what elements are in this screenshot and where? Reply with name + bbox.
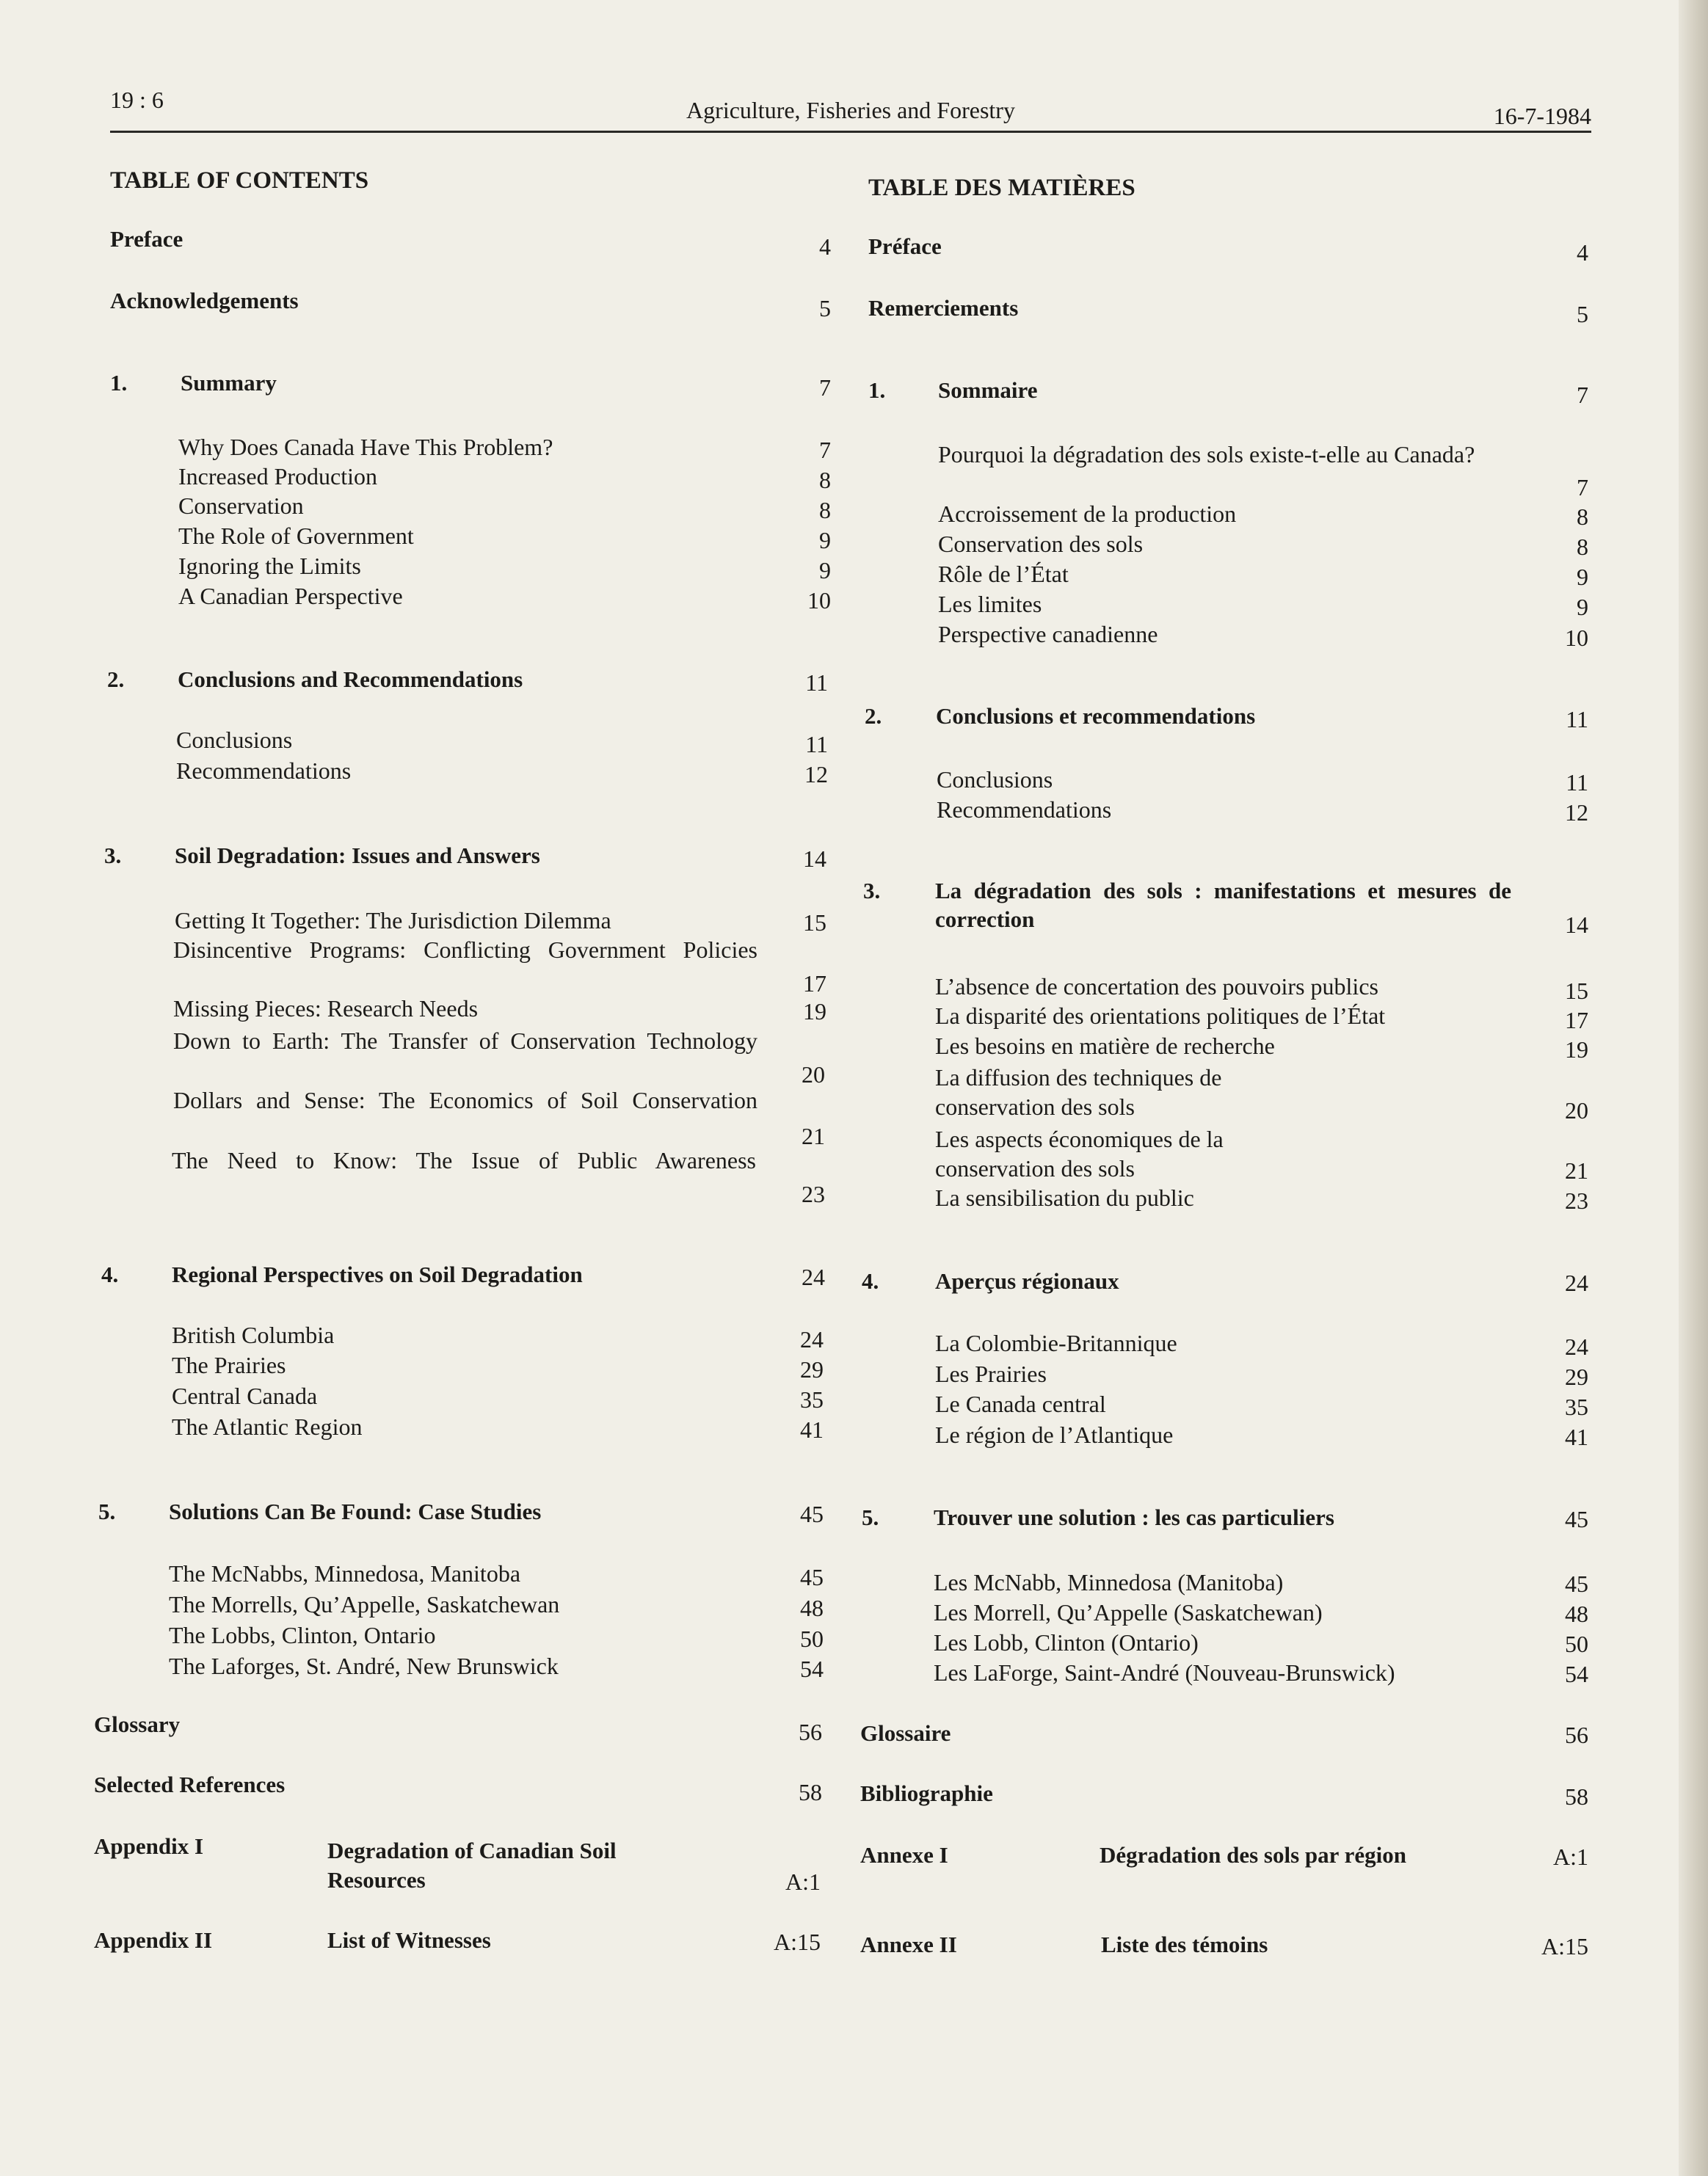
toc-title-fr: TABLE DES MATIÈRES <box>868 175 1135 201</box>
page-number: 24 <box>1565 1270 1588 1296</box>
toc-entry-appendix-1[interactable]: Appendix I <box>94 1833 204 1859</box>
page-number: 54 <box>1565 1661 1588 1687</box>
toc-item[interactable]: British Columbia <box>172 1322 335 1348</box>
committee-name: Agriculture, Fisheries and Forestry <box>686 97 1015 123</box>
annexe-2-title: Liste des témoins <box>1101 1932 1268 1957</box>
page-number: A:15 <box>1541 1933 1588 1960</box>
page-number: 5 <box>1577 301 1588 327</box>
page-number: 9 <box>819 527 831 553</box>
page-number: 8 <box>819 467 831 493</box>
toc-section-case-studies[interactable]: Solutions Can Be Found: Case Studies <box>169 1499 542 1524</box>
section-number: 4. <box>862 1268 879 1294</box>
toc-item[interactable]: Conclusions <box>176 727 293 753</box>
toc-item[interactable]: Missing Pieces: Research Needs <box>173 995 479 1022</box>
toc-item[interactable]: Ignoring the Limits <box>178 553 361 579</box>
toc-entry-acknowledgements[interactable]: Acknowledgements <box>110 288 299 313</box>
page-number: 35 <box>1565 1394 1588 1420</box>
page-number: A:15 <box>774 1929 821 1955</box>
toc-item[interactable]: Recommendations <box>937 796 1112 823</box>
toc-item[interactable]: Conservation des sols <box>938 531 1144 557</box>
toc-section-conclusions[interactable]: Conclusions and Recommendations <box>178 666 523 692</box>
toc-item[interactable]: Le région de l’Atlantique <box>935 1422 1174 1448</box>
toc-item[interactable]: Les LaForge, Saint-André (Nouveau-Brunswick) <box>934 1659 1395 1686</box>
page-number: 8 <box>1577 503 1588 530</box>
toc-item[interactable]: Increased Production <box>178 463 378 490</box>
section-number: 3. <box>104 843 122 868</box>
toc-section-summary[interactable]: Summary <box>181 370 277 396</box>
page-number: 41 <box>1565 1424 1588 1450</box>
toc-section-apercus[interactable]: Aperçus régionaux <box>935 1268 1119 1294</box>
toc-title-en: TABLE OF CONTENTS <box>110 167 369 194</box>
page-number: 29 <box>1565 1364 1588 1390</box>
toc-item[interactable]: Dollars and Sense: The Economics of Soil Conservation <box>173 1087 757 1113</box>
page-number: 58 <box>1565 1783 1588 1810</box>
toc-item[interactable]: The Role of Government <box>178 523 414 549</box>
page-number: 9 <box>819 557 831 583</box>
page-header <box>110 87 1591 131</box>
toc-item[interactable]: Recommendations <box>176 757 352 784</box>
page-number: 20 <box>802 1061 825 1088</box>
section-number: 2. <box>865 703 882 729</box>
page-number: 58 <box>799 1779 822 1805</box>
page-number: A:1 <box>1553 1844 1588 1870</box>
page-number: 45 <box>1565 1571 1588 1597</box>
page-edge-shadow <box>1679 0 1708 2176</box>
page-number: 7 <box>819 374 831 401</box>
page-number: 48 <box>1565 1601 1588 1627</box>
page-number: 10 <box>807 587 831 614</box>
toc-section-soil-degradation[interactable]: Soil Degradation: Issues and Answers <box>175 843 540 868</box>
page-number: 56 <box>799 1719 822 1745</box>
toc-item[interactable]: La diffusion des techniques de conservation des sols <box>935 1064 1222 1120</box>
toc-item[interactable]: The Atlantic Region <box>172 1413 363 1440</box>
page-number: 7 <box>1577 474 1588 501</box>
section-number: 5. <box>862 1504 879 1530</box>
toc-item[interactable]: Central Canada <box>172 1383 318 1409</box>
page-number: 11 <box>805 731 828 757</box>
toc-item[interactable]: The McNabbs, Minnedosa, Manitoba <box>169 1560 521 1587</box>
page-number: 29 <box>800 1356 824 1383</box>
toc-section-regional[interactable]: Regional Perspectives on Soil Degradation <box>172 1262 583 1287</box>
page-number: 20 <box>1565 1097 1588 1124</box>
toc-section-conclusions-fr[interactable]: Conclusions et recommendations <box>936 703 1256 729</box>
toc-item[interactable]: Les Prairies <box>935 1361 1047 1387</box>
toc-item[interactable]: The Need to Know: The Issue of Public Awareness <box>172 1147 756 1173</box>
toc-item[interactable]: Les aspects économiques de la conservation des sols <box>935 1126 1224 1182</box>
page-number: 15 <box>803 909 826 936</box>
toc-item[interactable]: Getting It Together: The Jurisdiction Dilemma <box>175 907 611 934</box>
page-number: 4 <box>819 233 831 260</box>
toc-item[interactable]: Conservation <box>178 492 304 519</box>
toc-item[interactable]: Pourquoi la dégradation des sols existe-t-elle au Canada? <box>938 441 1475 467</box>
toc-entry-annexe-1[interactable]: Annexe I <box>860 1842 948 1868</box>
page-number: 23 <box>802 1181 825 1207</box>
page-number: 23 <box>1565 1187 1588 1214</box>
header-date: 16-7-1984 <box>1493 103 1591 129</box>
toc-entry-glossaire[interactable]: Glossaire <box>860 1720 951 1746</box>
page-number: 9 <box>1577 594 1588 620</box>
page-number: 14 <box>803 845 826 872</box>
page-number: 8 <box>819 497 831 523</box>
toc-item[interactable]: A Canadian Perspective <box>178 583 403 609</box>
page-number: 50 <box>1565 1631 1588 1657</box>
section-number: 4. <box>101 1262 119 1287</box>
toc-entry-preface[interactable]: Preface <box>110 226 183 252</box>
toc-item[interactable]: The Prairies <box>172 1352 286 1378</box>
section-number: 5. <box>98 1499 116 1524</box>
toc-item[interactable]: The Morrells, Qu’Appelle, Saskatchewan <box>169 1591 560 1618</box>
page-number: 12 <box>1565 799 1588 826</box>
toc-entry-glossary[interactable]: Glossary <box>94 1711 181 1737</box>
annexe-1-title: Dégradation des sols par région <box>1100 1842 1406 1868</box>
toc-item[interactable]: La disparité des orientations politiques de l’État <box>935 1003 1386 1029</box>
page-number: 24 <box>1565 1333 1588 1360</box>
toc-item[interactable]: Accroissement de la production <box>938 501 1237 527</box>
toc-item[interactable]: Conclusions <box>937 766 1053 793</box>
header-rule <box>110 131 1591 133</box>
page-number: 7 <box>1577 382 1588 408</box>
toc-section-solutions[interactable]: Trouver une solution : les cas particuliers <box>934 1504 1334 1530</box>
page-number: 45 <box>1565 1506 1588 1532</box>
page-number: 5 <box>819 295 831 321</box>
toc-item[interactable]: Perspective canadienne <box>938 621 1158 647</box>
page-number: A:1 <box>785 1868 821 1895</box>
page-number: 4 <box>1577 239 1588 266</box>
page-number: 45 <box>800 1501 824 1527</box>
page-number: 10 <box>1565 625 1588 651</box>
page-number: 19 <box>1565 1036 1588 1063</box>
page-number: 21 <box>1565 1157 1588 1184</box>
page-number: 11 <box>1566 706 1588 732</box>
toc-item[interactable]: Les McNabb, Minnedosa (Manitoba) <box>934 1569 1284 1595</box>
page-number: 45 <box>800 1564 824 1590</box>
page-number: 12 <box>804 761 828 787</box>
page-number: 35 <box>800 1386 824 1413</box>
page-number: 24 <box>800 1326 824 1353</box>
page-number: 41 <box>800 1416 824 1443</box>
toc-entry-bibliographie[interactable]: Bibliographie <box>860 1780 993 1806</box>
toc-item[interactable]: Les besoins en matière de recherche <box>935 1033 1275 1059</box>
section-number: 3. <box>863 878 881 903</box>
toc-item[interactable]: The Lobbs, Clinton, Ontario <box>169 1622 436 1648</box>
toc-entry-appendix-2[interactable]: Appendix II <box>94 1927 213 1953</box>
toc-entry-preface-fr[interactable]: Préface <box>868 233 942 259</box>
appendix-1-title: Degradation of Canadian Soil Resources <box>327 1838 617 1893</box>
toc-item[interactable]: Rôle de l’État <box>938 561 1069 587</box>
toc-section-sommaire[interactable]: Sommaire <box>938 377 1038 403</box>
page-number: 50 <box>800 1626 824 1652</box>
toc-item[interactable]: Les Morrell, Qu’Appelle (Saskatchewan) <box>934 1599 1323 1626</box>
toc-item[interactable]: Les limites <box>938 591 1042 617</box>
toc-item[interactable]: La sensibilisation du public <box>935 1185 1194 1211</box>
page-number: 11 <box>805 669 828 696</box>
toc-item[interactable]: L’absence de concertation des pouvoirs publics <box>935 973 1378 1000</box>
toc-item[interactable]: Down to Earth: The Transfer of Conservation Technology <box>173 1027 757 1054</box>
page-reference: 19 : 6 <box>110 87 164 113</box>
page-number: 9 <box>1577 564 1588 590</box>
toc-item[interactable]: Disincentive Programs: Conflicting Government Policies <box>173 936 757 963</box>
page-number: 15 <box>1565 978 1588 1004</box>
section-number: 2. <box>107 666 125 692</box>
page-number: 8 <box>1577 534 1588 560</box>
page-number: 54 <box>800 1656 824 1682</box>
page-number: 21 <box>802 1123 825 1149</box>
page-number: 24 <box>802 1264 825 1290</box>
section-number: 1. <box>868 377 886 403</box>
section-number: 1. <box>110 370 128 396</box>
toc-item[interactable]: Why Does Canada Have This Problem? <box>178 434 553 460</box>
page-number: 17 <box>803 970 826 997</box>
toc-entry-remerciements[interactable]: Remerciements <box>868 295 1019 321</box>
page-number: 48 <box>800 1595 824 1621</box>
toc-item[interactable]: Les Lobb, Clinton (Ontario) <box>934 1629 1199 1656</box>
toc-item[interactable]: La Colombie-Britannique <box>935 1330 1177 1356</box>
toc-section-degradation-fr[interactable]: La dégradation des sols : manifestations et mesures de correction <box>935 878 1511 932</box>
page-number: 14 <box>1565 911 1588 938</box>
toc-item[interactable]: Le Canada central <box>935 1391 1106 1417</box>
page-number: 11 <box>1566 769 1588 796</box>
toc-item[interactable]: The Laforges, St. André, New Brunswick <box>169 1653 559 1679</box>
appendix-2-title: List of Witnesses <box>327 1927 491 1953</box>
page-number: 7 <box>819 437 831 463</box>
page-number: 17 <box>1565 1007 1588 1033</box>
toc-entry-annexe-2[interactable]: Annexe II <box>860 1932 957 1957</box>
toc-entry-references[interactable]: Selected References <box>94 1772 286 1797</box>
page-number: 19 <box>803 998 826 1025</box>
page-number: 56 <box>1565 1722 1588 1748</box>
